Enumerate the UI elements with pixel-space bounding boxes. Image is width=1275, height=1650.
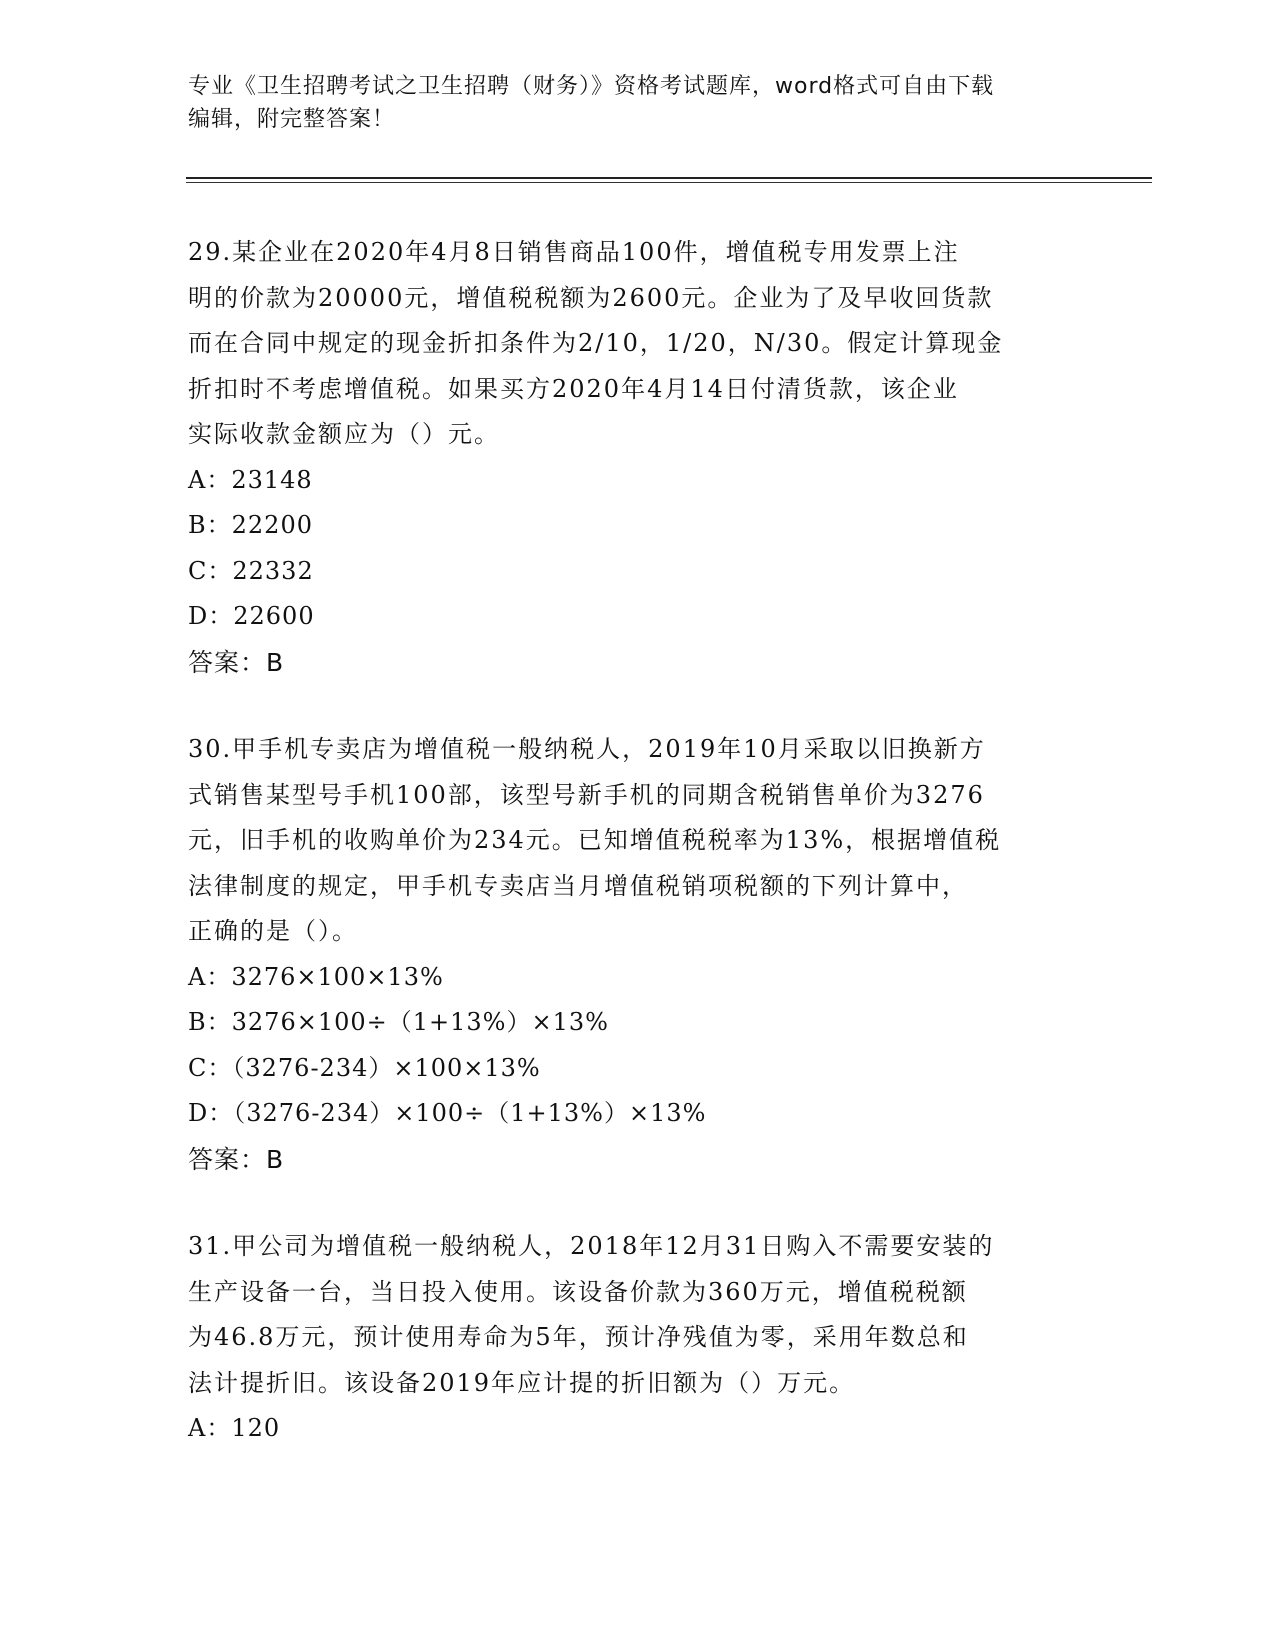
- option-d: D：（3276-234）×100÷（1+13%）×13%: [188, 1099, 707, 1127]
- document-header: [188, 70, 1068, 136]
- option-c: C：22332: [188, 556, 314, 585]
- question-text-line: 法计提折旧。该设备2019年应计提的折旧额为（）万元。: [188, 1368, 856, 1397]
- header-divider: [186, 177, 1152, 179]
- question-text-line: 实际收款金额应为（）元。: [188, 420, 500, 448]
- question-text-line: 折扣时不考虑增值税。如果买方2020年4月14日付清货款，该企业: [188, 374, 959, 403]
- option-b: B：3276×100÷（1+13%）×13%: [188, 1008, 609, 1036]
- header-divider-thin: [186, 182, 1152, 183]
- option-a: A：23148: [188, 465, 313, 494]
- question-text-line: 29.某企业在2020年4月8日销售商品100件，增值税专用发票上注: [188, 238, 960, 266]
- question-31: [188, 1224, 1088, 1452]
- answer-label: 答案：B: [188, 647, 285, 677]
- question-text-line: 为46.8万元，预计使用寿命为5年，预计净残值为零，采用年数总和: [188, 1323, 969, 1351]
- question-text-line: 正确的是（）。: [188, 917, 358, 945]
- header-line-1: 专业《卫生招聘考试之卫生招聘（财务）》资格考试题库，word格式可自由下载: [188, 74, 995, 99]
- option-c: C：（3276-234）×100×13%: [188, 1053, 541, 1082]
- option-d: D：22600: [188, 602, 315, 630]
- header-line-2: 编辑，附完整答案！: [188, 107, 396, 132]
- option-a: A：3276×100×13%: [188, 962, 444, 991]
- question-text-line: 31.甲公司为增值税一般纳税人，2018年12月31日购入不需要安装的: [188, 1232, 995, 1260]
- question-text-line: 明的价款为20000元，增值税税额为2600元。企业为了及早收回货款: [188, 283, 994, 312]
- option-a: A：120: [188, 1414, 281, 1442]
- question-text-line: 生产设备一台，当日投入使用。该设备价款为360万元，增值税税额: [188, 1277, 968, 1306]
- question-text-line: 元，旧手机的收购单价为234元。已知增值税税率为13%，根据增值税: [188, 826, 1002, 854]
- option-b: B：22200: [188, 511, 313, 539]
- answer-label: 答案：B: [188, 1144, 285, 1174]
- question-text-line: 而在合同中规定的现金折扣条件为2/10，1/20，N/30。假定计算现金: [188, 329, 1004, 357]
- question-text-line: 式销售某型号手机100部，该型号新手机的同期含税销售单价为3276: [188, 780, 985, 809]
- question-30: [188, 727, 1088, 1182]
- question-text-line: 法律制度的规定，甲手机专卖店当月增值税销项税额的下列计算中，: [188, 871, 968, 900]
- question-text-line: 30.甲手机专卖店为增值税一般纳税人，2019年10月采取以旧换新方: [188, 735, 986, 763]
- question-29: [188, 230, 1088, 685]
